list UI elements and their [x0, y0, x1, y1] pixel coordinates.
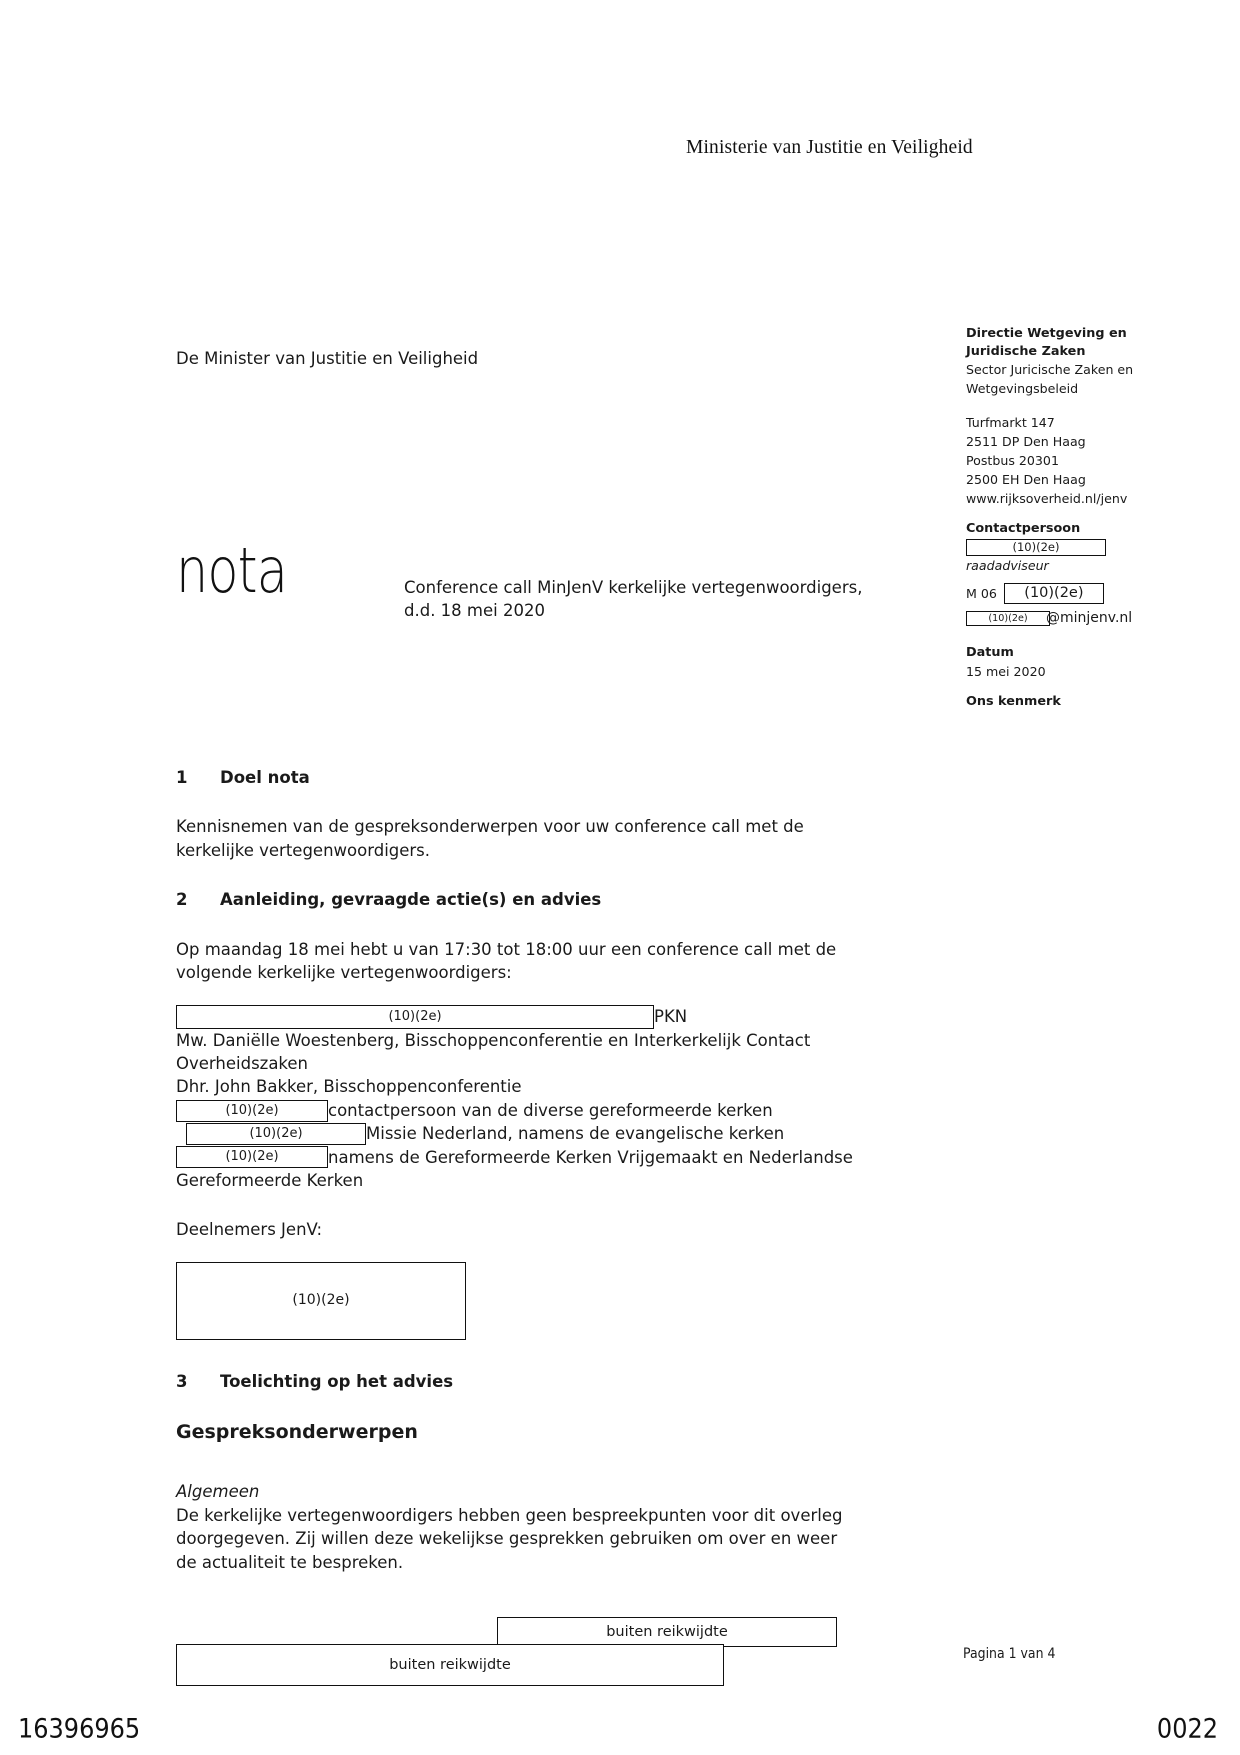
topics-line-2: doorgegeven. Zij willen deze wekelijkse gesprekken gebruiken om over en weer: [176, 1529, 838, 1549]
section-title-2: Aanleiding, gevraagde actie(s) en advies: [220, 890, 602, 910]
topics-subheading: Algemeen: [176, 1482, 260, 1502]
document-number: 16396965: [18, 1713, 141, 1745]
phone-prefix-label: M 06: [966, 585, 997, 601]
participant-1-label: PKN: [654, 1006, 688, 1026]
topics-line-3: de actualiteit te bespreken.: [176, 1552, 404, 1572]
subject-line-2: d.d. 18 mei 2020: [404, 601, 545, 621]
participant-5-redaction: (10)(2e): [186, 1123, 366, 1145]
participant-5-label: Missie Nederland, namens de evangelische kerken: [366, 1124, 785, 1144]
sidebar-metadata: [966, 325, 1166, 711]
section-number-1: 1: [176, 768, 188, 787]
participant-6-redaction: (10)(2e): [176, 1146, 328, 1168]
out-of-scope-box-1: buiten reikwijdte: [497, 1617, 837, 1647]
reference-heading: Ons kenmerk: [966, 693, 1061, 709]
scan-number: 0022: [1156, 1713, 1218, 1745]
participant-2-line-1: Mw. Daniëlle Woestenberg, Bisschoppenconferentie en Interkerkelijk Contact: [176, 1030, 811, 1050]
participant-row-2: [176, 1029, 916, 1076]
phone-redaction: (10)(2e): [1004, 583, 1104, 604]
topics-paragraph: [176, 1504, 916, 1574]
section-2-line-1: Op maandag 18 mei hebt u van 17:30 tot 18:00 uur een conference call met de: [176, 939, 837, 959]
participant-1-redaction: (10)(2e): [176, 1005, 654, 1029]
section-heading-1: [176, 766, 916, 789]
section-title-1: Doel nota: [220, 768, 310, 787]
section-number-2: 2: [176, 890, 188, 910]
address-postbus: Postbus 20301: [966, 452, 1059, 468]
contact-phone-row: [966, 583, 1166, 604]
participants-list: [176, 1005, 916, 1193]
contact-name-redaction: (10)(2e): [966, 539, 1106, 556]
addressee-line: De Minister van Justitie en Veiligheid: [176, 349, 479, 368]
page-indicator: Pagina 1 van 4: [963, 1644, 1056, 1662]
section-1-paragraph: [176, 815, 916, 862]
document-type-title: nota: [176, 534, 288, 607]
jenv-participants-label: Deelnemers JenV:: [176, 1220, 323, 1240]
subject-line-1: Conference call MinJenV kerkelijke vertegenwoordigers,: [404, 578, 863, 597]
date-value: 15 mei 2020: [966, 663, 1046, 679]
topics-heading: Gespreksonderwerpen: [176, 1421, 418, 1444]
email-redaction: (10)(2e): [966, 611, 1050, 626]
contact-role: raadadviseur: [966, 557, 1049, 573]
participant-4-label: contactpersoon van de diverse gereformeerde kerken: [328, 1100, 773, 1120]
contact-email-row: [966, 608, 1166, 629]
jenv-participants-redaction: (10)(2e): [176, 1262, 466, 1340]
participant-row-6-continuation: Gereformeerde Kerken: [176, 1171, 364, 1191]
contact-heading: Contactpersoon: [966, 520, 1081, 536]
participant-row-4: [176, 1099, 916, 1122]
section-heading-2: [176, 888, 916, 911]
date-heading: Datum: [966, 645, 1014, 661]
section-number-3: 3: [176, 1371, 188, 1391]
section-title-3: Toelichting op het advies: [220, 1371, 454, 1391]
address-postcode-city: 2511 DP Den Haag: [966, 433, 1086, 449]
participant-row-5: [176, 1122, 916, 1145]
participant-row-1: [176, 1005, 916, 1029]
topics-line-1: De kerkelijke vertegenwoordigers hebben geen bespreekpunten voor dit overleg: [176, 1505, 843, 1525]
section-heading-3: [176, 1370, 916, 1393]
document-subject: [404, 576, 934, 623]
participant-row-6: [176, 1146, 916, 1169]
ministry-header: Ministerie van Justitie en Veiligheid: [686, 137, 973, 158]
website-url[interactable]: www.rijksoverheid.nl/jenv: [966, 490, 1128, 506]
section-2-paragraph: [176, 938, 916, 985]
sector-line-2: Wetgevingsbeleid: [966, 381, 1079, 397]
participant-row-3: Dhr. John Bakker, Bisschoppenconferentie: [176, 1077, 522, 1097]
email-domain: @minjenv.nl: [1046, 610, 1133, 627]
document-body: [176, 766, 916, 1574]
directorate-line-2: Juridische Zaken: [966, 344, 1086, 360]
section-1-line-1: Kennisnemen van de gespreksonderwerpen voor uw conference call met de: [176, 817, 804, 837]
address-postbus-city: 2500 EH Den Haag: [966, 471, 1086, 487]
directorate-line-1: Directie Wetgeving en: [966, 326, 1127, 341]
sector-line-1: Sector Juricische Zaken en: [966, 362, 1134, 378]
section-2-line-2: volgende kerkelijke vertegenwoordigers:: [176, 963, 512, 983]
participant-2-line-2: Overheidszaken: [176, 1053, 309, 1073]
section-1-line-2: kerkelijke vertegenwoordigers.: [176, 840, 431, 860]
participant-4-redaction: (10)(2e): [176, 1100, 328, 1122]
participant-6-label: namens de Gereformeerde Kerken Vrijgemaakt en Nederlandse: [328, 1147, 853, 1167]
address-street: Turfmarkt 147: [966, 415, 1055, 431]
out-of-scope-box-2: buiten reikwijdte: [176, 1644, 724, 1686]
